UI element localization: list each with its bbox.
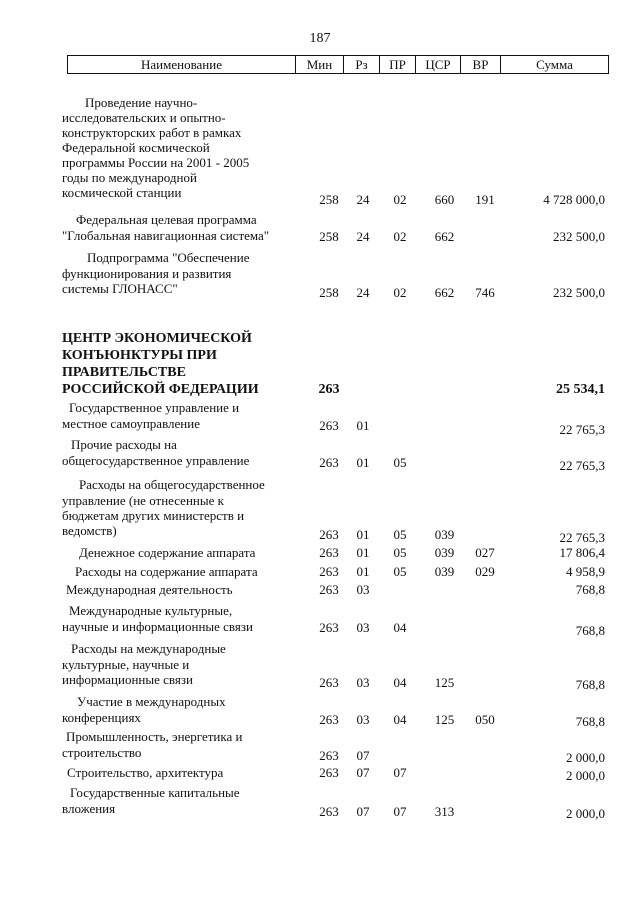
cell-rz: 01 [356,564,370,579]
cell-min: 263 [319,418,339,433]
header-name: Наименование [68,56,296,74]
cell-pr: 05 [393,545,407,560]
cell-min: 258 [319,285,339,300]
cell-min: 263 [319,675,339,690]
cell-rz: 01 [356,527,370,542]
row-name-line: Расходы на международные [71,641,226,656]
row-name [75,564,258,579]
cell-csr: 660 [434,192,455,207]
row-name-line: Подпрограмма "Обеспечение [87,250,250,265]
row-name-line: вложения [62,801,116,816]
page-number: 187 [309,31,331,46]
cell-sum: 17 806,4 [559,545,605,560]
cell-sum: 4 728 000,0 [543,192,605,207]
cell-sum: 22 765,3 [559,422,605,437]
cell-sum: 2 000,0 [566,806,605,821]
row-name-line: Международная деятельность [66,582,233,597]
cell-pr: 07 [393,765,407,780]
row-name-continuation [62,745,141,760]
cell-rz: 07 [356,765,370,780]
cell-sum: 2 000,0 [566,768,605,783]
row-name-line: информационные связи [62,672,193,687]
row-name-line: бюджетам других министерств и [62,508,245,523]
cell-min: 258 [319,192,339,207]
row-name-line: Строительство, архитектура [67,765,224,780]
row-name-continuation [62,801,115,816]
cell-min: 263 [319,712,339,727]
cell-rz: 01 [356,418,370,433]
cell-vr: 027 [475,545,495,560]
row-name-line: исследовательских и опытно- [62,110,226,125]
cell-min: 263 [319,527,339,542]
row-name-line: Государственное управление и [69,400,240,415]
header-rz: Рз [344,56,380,74]
cell-rz: 03 [356,620,370,635]
row-name-line: Расходы на содержание аппарата [75,564,258,579]
row-name-line: местное самоуправление [62,416,200,431]
cell-rz: 03 [356,675,370,690]
row-name-continuation [62,710,141,725]
row-name-line: научные и информационные связи [62,619,253,634]
row-name [71,641,226,656]
row-name-line: Участие в международных [77,694,226,709]
section-heading-line: РОССИЙСКОЙ ФЕДЕРАЦИИ [62,382,259,397]
row-name [76,212,257,227]
cell-sum: 768,8 [575,714,605,729]
row-name-line: программы России на 2001 - 2005 [62,155,250,170]
row-name [69,603,232,618]
row-name-line: общегосударственное управление [62,453,250,468]
cell-min: 263 [318,382,340,397]
cell-sum: 232 500,0 [553,285,605,300]
row-name-line: конференциях [62,710,141,725]
cell-vr: 191 [475,192,495,207]
row-name [79,545,255,560]
row-name [69,400,239,415]
cell-sum: 768,8 [575,582,605,597]
cell-csr: 039 [434,545,455,560]
row-name-line: управление (не отнесенные к [62,493,224,508]
row-name-line: Государственные капитальные [70,785,240,800]
cell-min: 263 [319,582,339,597]
cell-pr: 04 [393,675,407,690]
row-name-line: Проведение научно- [85,95,198,110]
cell-pr: 05 [393,527,407,542]
cell-sum: 768,8 [575,623,605,638]
row-name-continuation [62,110,249,200]
row-name [85,95,197,110]
row-name-line: функционирования и развития [62,266,232,281]
cell-rz: 24 [356,229,370,244]
row-name-line: ведомств) [62,523,117,538]
header-vr: ВР [461,56,501,74]
cell-rz: 24 [356,285,370,300]
cell-sum: 232 500,0 [553,229,605,244]
column-header-row [68,56,609,74]
row-name [87,250,249,265]
cell-min: 263 [319,455,339,470]
cell-pr: 04 [393,712,407,727]
row-name-line: Прочие расходы на [71,437,177,452]
row-name [67,765,223,780]
header-min: Мин [296,56,344,74]
cell-csr: 662 [434,285,455,300]
cell-sum: 25 534,1 [556,382,605,397]
header-csr: ЦСР [416,56,461,74]
row-name-line: Промышленность, энергетика и [66,729,243,744]
cell-pr: 02 [393,285,407,300]
cell-pr: 05 [393,455,407,470]
cell-sum: 22 765,3 [559,530,605,545]
section-heading-line: КОНЪЮНКТУРЫ ПРИ [62,348,217,363]
section-heading-line: ПРАВИТЕЛЬСТВЕ [62,365,186,380]
cell-rz: 03 [356,712,370,727]
cell-min: 263 [319,545,339,560]
row-name-line: Расходы на общегосударственное [79,477,265,492]
cell-csr: 313 [434,804,455,819]
cell-sum: 768,8 [575,677,605,692]
cell-vr: 029 [475,564,495,579]
row-name-continuation [62,453,249,468]
cell-vr: 050 [475,712,495,727]
section-heading-line: ЦЕНТР ЭКОНОМИЧЕСКОЙ [62,331,252,346]
cell-csr: 125 [434,675,455,690]
column-header-table [67,55,609,74]
header-sum: Сумма [501,56,609,74]
row-name-line: космической станции [62,185,182,200]
row-name-line: системы ГЛОНАСС" [62,281,178,296]
cell-pr: 04 [393,620,407,635]
cell-sum: 22 765,3 [559,458,605,473]
cell-rz: 07 [356,804,370,819]
cell-pr: 02 [393,192,407,207]
row-name-continuation [62,228,269,243]
row-name [77,694,226,709]
cell-rz: 03 [356,582,370,597]
row-name [70,785,240,800]
cell-min: 263 [319,620,339,635]
row-name-continuation [62,657,193,687]
cell-min: 258 [319,229,339,244]
row-name-line: культурные, научные и [62,657,190,672]
row-name-continuation [62,619,253,634]
row-name-line: Международные культурные, [69,603,233,618]
cell-rz: 07 [356,748,370,763]
row-name-continuation [62,493,244,538]
row-name-line: годы по международной [62,170,197,185]
cell-rz: 01 [356,545,370,560]
cell-pr: 02 [393,229,407,244]
cell-csr: 039 [434,527,455,542]
cell-pr: 07 [393,804,407,819]
section-heading [62,330,259,398]
cell-sum: 4 958,9 [566,564,605,579]
row-name-line: конструкторских работ в рамках [62,125,242,140]
row-name-line: строительство [62,745,142,760]
cell-csr: 039 [434,564,455,579]
row-name [79,477,265,492]
cell-csr: 662 [434,229,455,244]
row-name [71,437,177,452]
row-name [66,729,242,744]
row-name-line: Федеральной космической [62,140,210,155]
cell-min: 263 [319,765,339,780]
cell-min: 263 [319,804,339,819]
row-name-continuation [62,266,231,296]
cell-rz: 24 [356,192,370,207]
cell-csr: 125 [434,712,455,727]
row-name-continuation [62,416,200,431]
cell-vr: 746 [475,285,495,300]
row-name-line: Федеральная целевая программа [76,212,257,227]
cell-rz: 01 [356,455,370,470]
cell-min: 263 [319,564,339,579]
row-name-line: Денежное содержание аппарата [79,545,256,560]
cell-min: 263 [319,748,339,763]
header-pr: ПР [380,56,416,74]
row-name [66,582,233,597]
cell-pr: 05 [393,564,407,579]
cell-sum: 2 000,0 [566,750,605,765]
row-name-line: "Глобальная навигационная система" [62,228,270,243]
